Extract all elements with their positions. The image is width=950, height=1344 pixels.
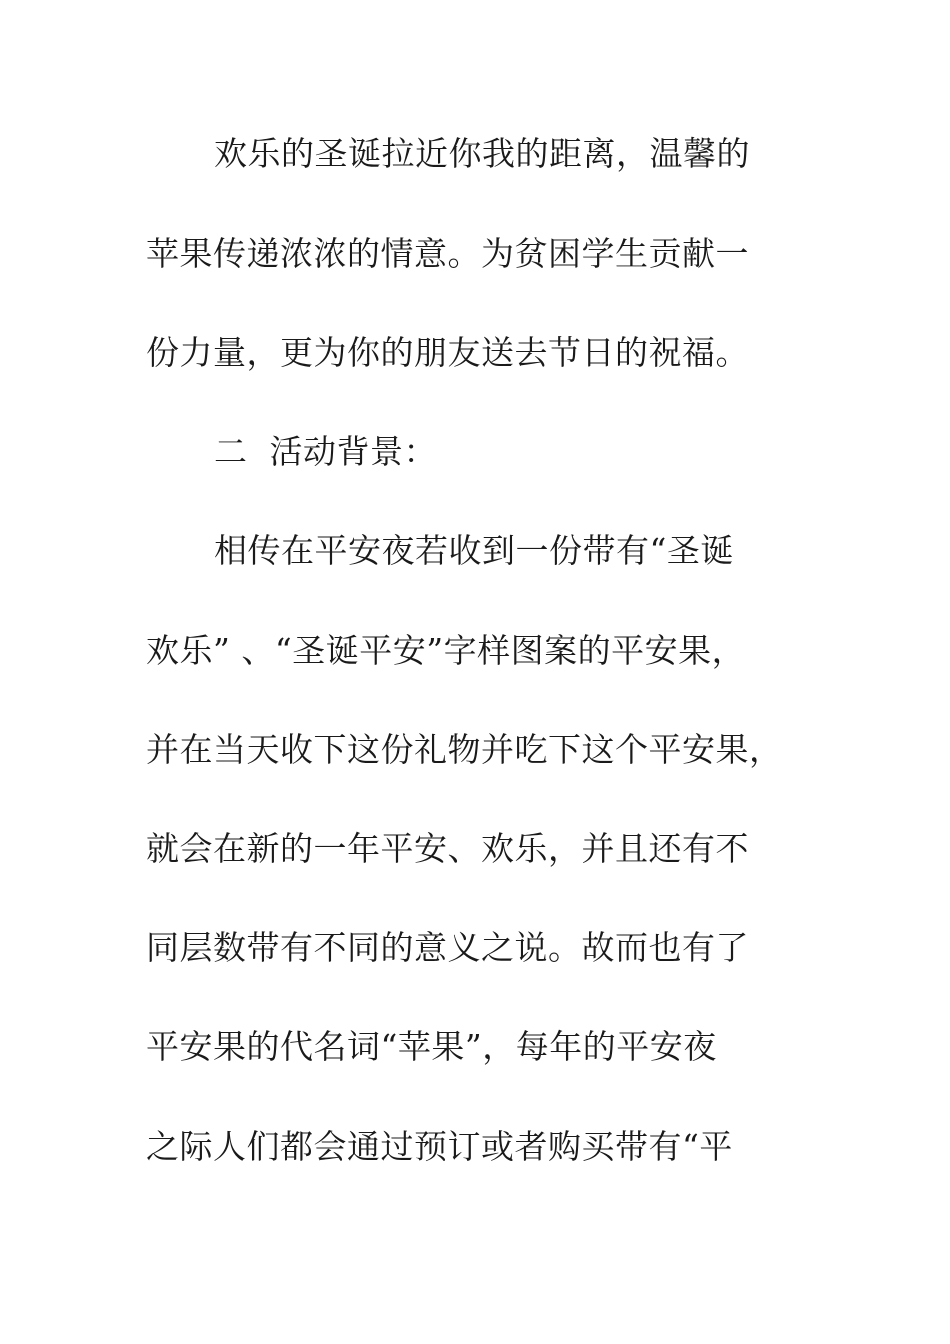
paragraph-line-2: 苹果传递浓浓的情意。为贫困学生贡献一 bbox=[146, 234, 749, 273]
paragraph-line-3: 份力量，更为你的朋友送去节日的祝福。 bbox=[146, 333, 749, 372]
paragraph-line-6: 并在当天收下这份礼物并吃下这个平安果， bbox=[146, 730, 783, 769]
paragraph-line-8: 同层数带有不同的意义之说。故而也有了 bbox=[146, 928, 749, 967]
paragraph-line-4: 相传在平安夜若收到一份带有“圣诞 bbox=[214, 531, 734, 570]
paragraph-line-9: 平安果的代名词“苹果”，每年的平安夜 bbox=[146, 1027, 717, 1066]
paragraph-line-10: 之际人们都会通过预订或者购买带有“平 bbox=[146, 1127, 733, 1166]
paragraph-line-7: 就会在新的一年平安、欢乐，并且还有不 bbox=[146, 829, 749, 868]
paragraph-line-5: 欢乐” 、“圣诞平安”字样图案的平安果， bbox=[146, 631, 746, 670]
paragraph-line-1: 欢乐的圣诞拉近你我的距离，温馨的 bbox=[214, 134, 750, 173]
section-heading: 二 活动背景： bbox=[214, 432, 437, 471]
